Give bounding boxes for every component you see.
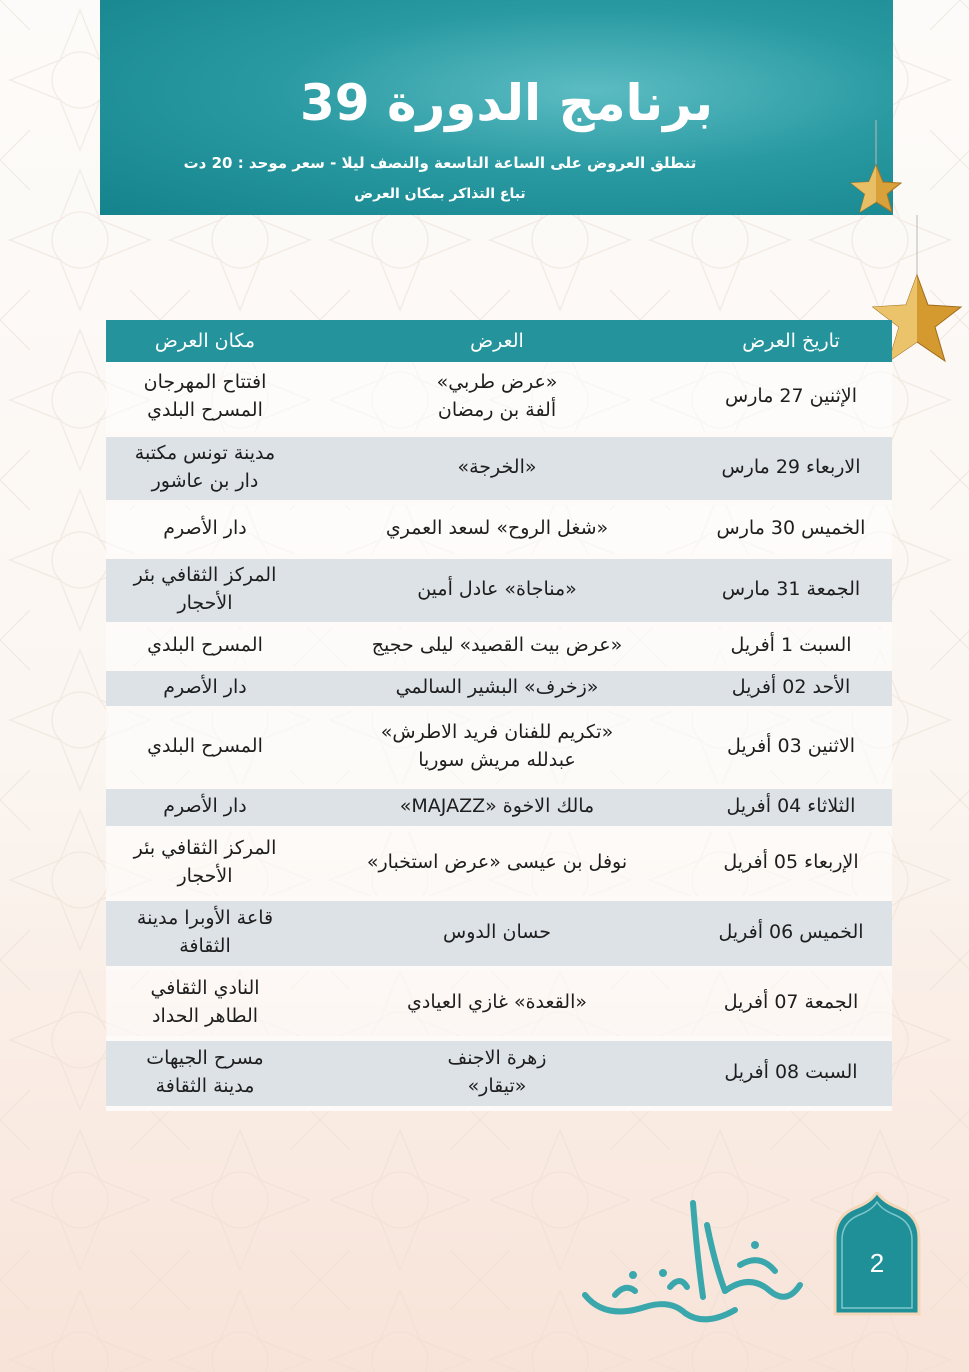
row-date: الجمعة 07 أفريل xyxy=(690,968,892,1038)
row-date: الاربعاء 29 مارس xyxy=(690,434,892,502)
row-show: «زخرف» البشير السالمي xyxy=(304,668,690,708)
header-venue: مكان العرض xyxy=(106,320,304,362)
table-row xyxy=(106,502,892,556)
row-show: زهرة الاجنف «تيقار» xyxy=(304,1038,690,1108)
row-date: الخميس 06 أفريل xyxy=(690,898,892,968)
row-date: الأحد 02 أفريل xyxy=(690,668,892,708)
row-venue: المسرح البلدي xyxy=(106,708,304,786)
row-venue: النادي الثقافي الطاهر الحداد xyxy=(106,968,304,1038)
row-date: الجمعة 31 مارس xyxy=(690,556,892,624)
row-show: «القعدة» غازي العيادي xyxy=(304,968,690,1038)
row-date: الإربعاء 05 أفريل xyxy=(690,828,892,898)
row-venue: مدينة تونس مكتبة دار بن عاشور xyxy=(106,434,304,502)
row-date: الإثنين 27 مارس xyxy=(690,362,892,434)
header-info-line: تنطلق العروض على الساعة التاسعة والنصف ليلا - سعر موحد : 20 دت xyxy=(183,154,697,172)
header-show: العرض xyxy=(304,320,690,362)
table-row xyxy=(106,434,892,502)
page-number: 2 xyxy=(869,1248,885,1278)
row-show: «تكريم للفنان فريد الاطرش» عبدلله مريش سوريا xyxy=(304,708,690,786)
table-header-row xyxy=(106,320,892,362)
table-row xyxy=(106,708,892,786)
table-row xyxy=(106,362,892,434)
row-show: مالك الاخوة «MAJAZZ» xyxy=(304,786,690,828)
table-row xyxy=(106,786,892,828)
row-venue: دار الأصرم xyxy=(106,786,304,828)
row-show: «عرض بيت القصيد» ليلى حجيج xyxy=(304,624,690,668)
row-show: «مناجاة» عادل أمين xyxy=(304,556,690,624)
row-venue: افتتاح المهرجان المسرح البلدي xyxy=(106,362,304,434)
star-small-icon xyxy=(840,120,910,220)
table-row xyxy=(106,668,892,708)
row-date: الثلاثاء 04 أفريل xyxy=(690,786,892,828)
program-table xyxy=(106,320,892,1111)
page-title: برنامج الدورة 39 xyxy=(299,74,713,132)
row-venue: مسرح الجيهات مدينة الثقافة xyxy=(106,1038,304,1108)
row-venue: المركز الثقافي بئر الأحجار xyxy=(106,828,304,898)
row-date: السبت 08 أفريل xyxy=(690,1038,892,1108)
row-venue: دار الأصرم xyxy=(106,502,304,556)
row-show: «عرض طربي» ألفة بن رمضان xyxy=(304,362,690,434)
row-date: السبت 1 أفريل xyxy=(690,624,892,668)
table-row xyxy=(106,968,892,1038)
row-venue: قاعة الأوبرا مدينة الثقافة xyxy=(106,898,304,968)
festival-logo xyxy=(575,1195,805,1335)
row-show: حسان الدوس xyxy=(304,898,690,968)
header-banner xyxy=(100,0,893,215)
table-row xyxy=(106,624,892,668)
table-row xyxy=(106,898,892,968)
row-venue: المركز الثقافي بئر الأحجار xyxy=(106,556,304,624)
row-date: الخميس 30 مارس xyxy=(690,502,892,556)
header-tickets-line: تباع التذاكر بمكان العرض xyxy=(354,186,526,202)
row-show: نوفل بن عيسى «عرض استخبار» xyxy=(304,828,690,898)
row-show: «الخرجة» xyxy=(304,434,690,502)
header-date: تاريخ العرض xyxy=(690,320,892,362)
table-row xyxy=(106,1038,892,1108)
row-venue: المسرح البلدي xyxy=(106,624,304,668)
table-row xyxy=(106,556,892,624)
row-date: الاثنين 03 أفريل xyxy=(690,708,892,786)
row-show: «شغل الروح» لسعد العمري xyxy=(304,502,690,556)
table-row xyxy=(106,828,892,898)
row-venue: دار الأصرم xyxy=(106,668,304,708)
